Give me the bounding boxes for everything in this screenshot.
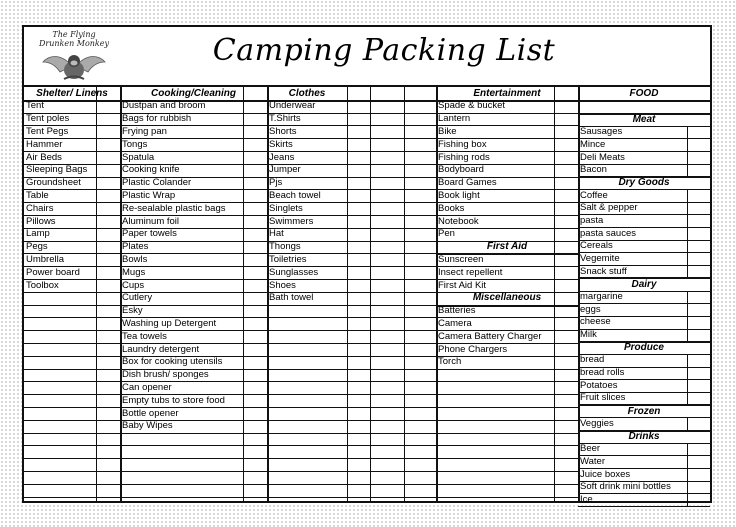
cooking-item: Esky <box>122 305 143 317</box>
clothes-item: Pjs <box>269 177 283 189</box>
clothes-item: Swimmers <box>269 215 314 227</box>
food-item: Fruit slices <box>580 392 626 404</box>
column-divider <box>687 443 688 506</box>
shelter-item: Chairs <box>26 202 54 214</box>
cooking-item: Cooking knife <box>122 164 180 176</box>
cooking-item: Tongs <box>122 138 148 150</box>
first-aid-item: Sunscreen <box>438 253 484 265</box>
food-item: cheese <box>580 316 611 328</box>
misc-item: Phone Chargers <box>438 343 508 355</box>
clothes-item: Bath towel <box>269 292 314 304</box>
misc-item: Camera <box>438 317 472 329</box>
row-divider <box>267 497 436 498</box>
cooking-item: Laundry detergent <box>122 343 200 355</box>
entertainment-item: Board Games <box>438 177 497 189</box>
food-item: Mince <box>580 138 606 150</box>
row-divider <box>24 484 267 485</box>
row-divider <box>267 484 436 485</box>
entertainment-item: Fishing box <box>438 138 487 150</box>
cooking-item: Re-sealable plastic bags <box>122 202 226 214</box>
column-divider <box>404 87 405 501</box>
clothes-item: Hat <box>269 228 284 240</box>
cooking-item: Can opener <box>122 381 172 393</box>
food-section-heading: Frozen <box>627 405 661 417</box>
first-aid-heading: First Aid <box>486 241 528 253</box>
column-divider <box>687 417 688 430</box>
column-divider <box>243 87 244 501</box>
cooking-heading: Cooking/Cleaning <box>151 87 236 99</box>
cooking-item: Plastic Wrap <box>122 189 176 201</box>
row-divider <box>436 445 578 446</box>
shelter-item: Air Beds <box>26 151 62 163</box>
shelter-item: Tent poles <box>26 113 70 125</box>
shelter-item: Sleeping Bags <box>26 164 88 176</box>
misc-item: Camera Battery Charger <box>438 330 542 342</box>
food-item: Potatoes <box>580 379 618 391</box>
row-divider <box>267 343 436 344</box>
food-section-heading: Dry Goods <box>618 177 670 189</box>
misc-item: Torch <box>438 356 462 368</box>
cooking-item: Cups <box>122 279 145 291</box>
misc-item: Batteries <box>438 305 476 317</box>
row-divider <box>24 497 267 498</box>
clothes-item: Skirts <box>269 138 293 150</box>
food-heading: FOOD <box>629 87 659 99</box>
shelter-item: Power board <box>26 266 80 278</box>
food-item: Soft drink mini bottles <box>580 481 671 493</box>
cooking-item: Box for cooking utensils <box>122 356 223 368</box>
row-divider <box>436 394 578 395</box>
shelter-item: Toolbox <box>26 279 59 291</box>
sheet-header <box>24 27 710 87</box>
entertainment-item: Book light <box>438 189 480 201</box>
food-section-heading: Produce <box>623 342 664 354</box>
clothes-heading: Clothes <box>288 87 326 99</box>
column-divider <box>347 87 348 501</box>
food-item: Bacon <box>580 164 607 176</box>
clothes-item: Jumper <box>269 164 301 176</box>
cooking-item: Mugs <box>122 266 146 278</box>
shelter-item: Hammer <box>26 138 63 150</box>
clothes-item: Toiletries <box>269 253 307 265</box>
clothes-item: T.Shirts <box>269 113 301 125</box>
row-divider <box>436 420 578 421</box>
clothes-item: Singlets <box>269 202 303 214</box>
row-divider <box>436 433 578 434</box>
food-item: Sausages <box>580 126 623 138</box>
food-section-heading: Drinks <box>628 431 660 442</box>
cooking-item: Spatula <box>122 151 155 163</box>
column-divider <box>370 87 371 501</box>
row-divider <box>436 484 578 485</box>
row-divider <box>24 458 267 459</box>
entertainment-item: Notebook <box>438 215 479 227</box>
clothes-item: Beach towel <box>269 189 321 201</box>
cooking-item: Plastic Colander <box>122 177 192 189</box>
column-divider <box>96 87 97 501</box>
row-divider <box>267 330 436 331</box>
food-section-heading: Meat <box>632 114 656 125</box>
clothes-item: Thongs <box>269 241 301 253</box>
row-divider <box>267 381 436 382</box>
food-item: pasta <box>580 214 604 226</box>
food-item: Snack stuff <box>580 265 627 277</box>
clothes-item: Sunglasses <box>269 266 319 278</box>
cooking-item: Frying pan <box>122 125 167 137</box>
food-item: Milk <box>580 329 597 341</box>
cooking-item: Tea towels <box>122 330 167 342</box>
shelter-item: Groundsheet <box>26 177 81 189</box>
logo-line-2: Drunken Monkey <box>38 39 110 48</box>
row-divider <box>436 497 578 498</box>
shelter-item: Pegs <box>26 241 48 253</box>
food-item: bread <box>580 354 605 366</box>
food-item: Cereals <box>580 240 613 252</box>
row-divider <box>24 445 267 446</box>
cooking-item: Bottle opener <box>122 407 179 419</box>
food-item: Water <box>580 455 605 467</box>
food-item: Ice <box>580 493 593 505</box>
row-divider <box>267 420 436 421</box>
entertainment-item: Lantern <box>438 113 471 125</box>
food-item: Veggies <box>580 417 614 429</box>
row-divider <box>436 381 578 382</box>
cooking-item: Bags for rubbish <box>122 113 192 125</box>
food-section-heading: Dairy <box>631 278 657 290</box>
food-item: eggs <box>580 303 601 315</box>
entertainment-item: Pen <box>438 228 455 240</box>
clothes-item: Shorts <box>269 125 297 137</box>
row-divider <box>267 407 436 408</box>
row-divider <box>436 407 578 408</box>
shelter-heading: Shelter/ Linens <box>36 87 108 99</box>
food-item: bread rolls <box>580 367 625 379</box>
cooking-item: Bowls <box>122 253 148 265</box>
shelter-item: Umbrella <box>26 253 65 265</box>
food-item: margarine <box>580 291 623 303</box>
food-item: Beer <box>580 443 601 455</box>
row-divider <box>267 394 436 395</box>
row-divider <box>578 506 710 507</box>
food-item: Salt & pepper <box>580 202 638 214</box>
row-divider <box>267 433 436 434</box>
misc-heading: Miscellaneous <box>472 292 542 304</box>
page-title: Camping Packing List <box>212 33 556 68</box>
row-divider <box>436 471 578 472</box>
logo <box>32 30 116 82</box>
row-divider <box>24 471 267 472</box>
food-item: pasta sauces <box>580 227 636 239</box>
cooking-item: Baby Wipes <box>122 420 173 432</box>
entertainment-item: Bodyboard <box>438 164 484 176</box>
entertainment-item: Books <box>438 202 465 214</box>
cooking-item: Plates <box>122 241 149 253</box>
cooking-item: Cutlery <box>122 292 153 304</box>
entertainment-item: Bike <box>438 125 457 137</box>
logo-text <box>32 30 116 48</box>
row-divider <box>267 369 436 370</box>
row-divider <box>267 458 436 459</box>
shelter-item: Tent Pegs <box>26 125 69 137</box>
flying-monkey-icon <box>42 48 106 82</box>
clothes-item: Jeans <box>269 151 295 163</box>
food-item: Coffee <box>580 189 608 201</box>
logo-line-1: The Flying <box>52 30 96 39</box>
entertainment-item: Spade & bucket <box>438 100 506 112</box>
entertainment-item: Fishing rods <box>438 151 490 163</box>
row-divider <box>436 458 578 459</box>
food-item: Vegemite <box>580 252 620 264</box>
row-divider <box>267 471 436 472</box>
cooking-item: Paper towels <box>122 228 177 240</box>
row-divider <box>267 317 436 318</box>
cooking-item: Empty tubs to store food <box>122 394 225 406</box>
cooking-item: Washing up Detergent <box>122 317 217 329</box>
entertainment-heading: Entertainment <box>473 87 541 99</box>
cooking-item: Aluminum foil <box>122 215 180 227</box>
clothes-item: Underwear <box>269 100 316 112</box>
first-aid-item: First Aid Kit <box>438 279 487 291</box>
shelter-item: Table <box>26 189 49 201</box>
cooking-item: Dish brush/ sponges <box>122 369 209 381</box>
clothes-item: Shoes <box>269 279 296 291</box>
row-divider <box>267 356 436 357</box>
shelter-item: Lamp <box>26 228 50 240</box>
packing-list-sheet <box>22 25 712 503</box>
first-aid-item: Insect repellent <box>438 266 503 278</box>
food-item: Deli Meats <box>580 151 625 163</box>
row-divider <box>267 445 436 446</box>
shelter-item: Tent <box>26 100 44 112</box>
cooking-item: Dustpan and broom <box>122 100 206 112</box>
food-item: Juice boxes <box>580 468 631 480</box>
shelter-item: Pillows <box>26 215 56 227</box>
